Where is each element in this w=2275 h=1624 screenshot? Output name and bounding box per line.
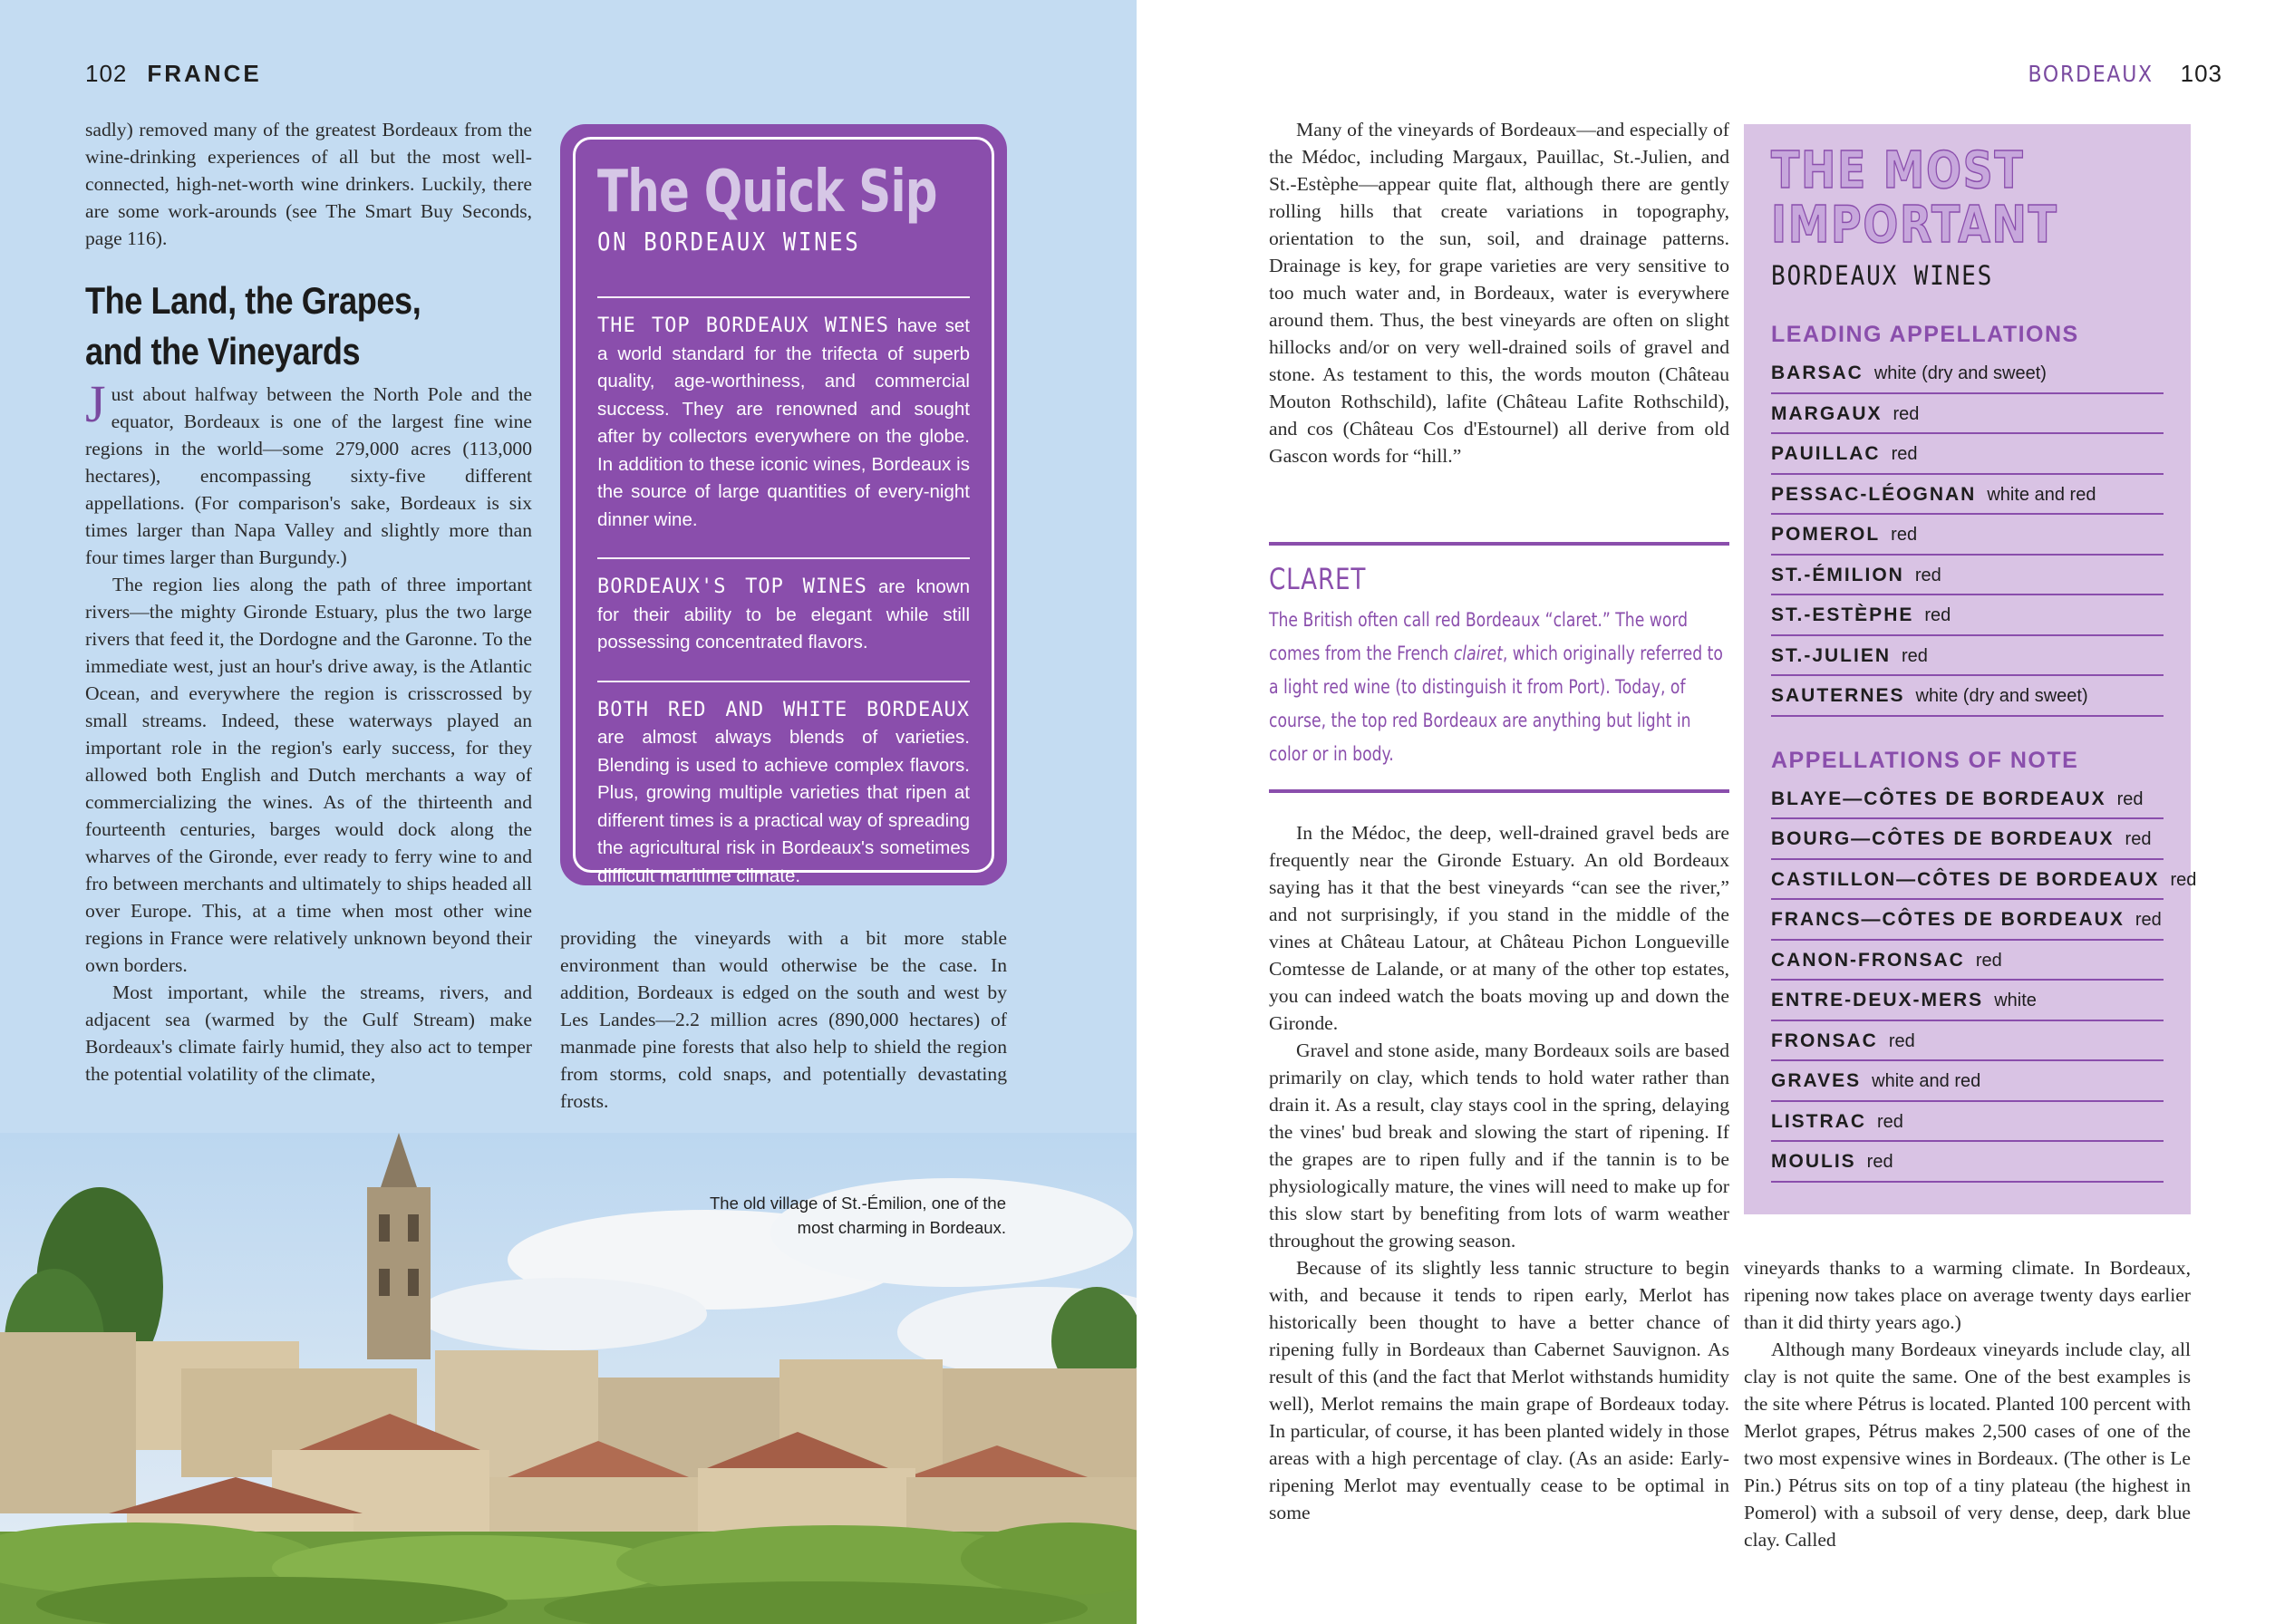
right-column-1-bottom	[1269, 819, 1729, 1526]
claret-box	[1269, 542, 1729, 793]
quick-sip-item-2-lead: BORDEAUX'S TOP WINES	[597, 575, 867, 598]
right-section-title: BORDEAUX	[2028, 61, 2154, 87]
appellation-name: POMEROL	[1771, 524, 1881, 545]
right-paragraph-2: In the Médoc, the deep, well-drained gravel beds are frequently near the Gironde Estuary. An old Bordeaux saying has it that the best vineyards “can see the river,” and not surprisingly, if you stand in the middle of the vines at Château Latour, at Château Pichon Longueville Comtesse de Lalande, or at many of the other top estates, you can indeed watch the boats moving up and down the Gironde.	[1269, 822, 1729, 1034]
list-item	[1771, 900, 2164, 941]
quick-sip-divider	[597, 296, 970, 298]
appellation-type: red	[1914, 565, 1941, 585]
quick-sip-divider	[597, 557, 970, 559]
appellation-name: GRAVES	[1771, 1070, 1862, 1091]
appellation-name: PESSAC-LÉOGNAN	[1771, 483, 1977, 505]
quick-sip-item-3-lead: BOTH RED AND WHITE BORDEAUX	[597, 698, 970, 721]
appellation-type: red	[1924, 605, 1951, 625]
right-folio	[2019, 60, 2222, 88]
appellation-type: red	[1866, 1152, 1893, 1172]
appellation-type: red	[1891, 525, 1918, 545]
quick-sip-inner	[573, 137, 994, 886]
appellation-name: BLAYE—CÔTES DE BORDEAUX	[1771, 788, 2106, 809]
appellation-type: red	[2116, 788, 2144, 809]
section-heading	[85, 276, 522, 377]
appellation-type: red	[1888, 1030, 1915, 1051]
quick-sip-item-2-text: are known for their ability to be elegant while still possessing concentrated flavors.	[597, 576, 970, 652]
appellation-name: FRANCS—CÔTES DE BORDEAUX	[1771, 909, 2125, 930]
right-page	[1137, 0, 2275, 1624]
list-item	[1771, 676, 2164, 717]
right-column-1-top	[1269, 116, 1729, 469]
appellation-type: red	[1902, 645, 1928, 666]
claret-bottom-rule	[1269, 789, 1729, 793]
list-item	[1771, 1142, 2164, 1183]
left-folio	[85, 60, 262, 88]
appellation-name: MARGAUX	[1771, 402, 1883, 424]
list-item	[1771, 636, 2164, 677]
appellation-name: LISTRAC	[1771, 1110, 1866, 1132]
claret-text	[1269, 604, 1729, 771]
list-item	[1771, 434, 2164, 475]
intro-paragraph: sadly) removed many of the greatest Bordeaux from the wine-drinking experiences of all but the most well-connected, high-net-worth wine drinkers. Luckily, there are some work-arounds (see The Smart Buy Seconds, page 116).	[85, 119, 532, 249]
appellation-type: red	[2170, 869, 2197, 890]
appellation-type: white (dry and sweet)	[1873, 363, 2047, 383]
paragraph-1-text: ust about halfway between the North Pole and the equator, Bordeaux is one of the largest fine wine regions in the world—some 279,000 acres (113,000 hectares), encompassing sixty-five different appellations. (For comparison's sake, Bordeaux is six times larger than Napa Valley and slightly more than four times larger than Burgundy.)	[85, 383, 532, 568]
most-important-box	[1744, 124, 2197, 1214]
appellation-name: ST.-ESTÈPHE	[1771, 604, 1914, 625]
appellation-type: white and red	[1872, 1071, 1981, 1091]
appellation-name: ST.-JULIEN	[1771, 644, 1892, 666]
right-column-2-paragraph-2: Although many Bordeaux vineyards include clay, all clay is not quite the same. One of the best examples is the site where Pétrus is located. Planted 100 percent with Merlot grapes, Pétrus makes 2,500 cases of one of the two most expensive wines in Bordeaux. (The other is Le Pin.) Pétrus sits on top of a tiny plateau (the highest in Pomerol) with a subsoil of very dense, deep, dark blue clay. Called	[1744, 1339, 2191, 1551]
column-2-paragraph: providing the vineyards with a bit more stable environment than would otherwise be the case. In addition, Bordeaux is edged on the south and west by Les Landes—2.2 million acres (890,000 hectares) of manmade pine forests that also help to shield the region from storms, cold snaps, and potentially devastating frosts.	[560, 927, 1007, 1112]
list-item	[1771, 1061, 2164, 1102]
quick-sip-subtitle: ON BORDEAUX WINES	[597, 227, 861, 256]
appellations-of-note-list	[1771, 779, 2197, 1183]
drop-cap: J	[85, 374, 106, 433]
appellation-type: red	[1891, 444, 1918, 464]
right-page-number: 103	[2180, 60, 2222, 87]
quick-sip-divider	[597, 681, 970, 682]
right-paragraph-1: Many of the vineyards of Bordeaux—and especially of the Médoc, including Margaux, Pauillac, St.-Julien, and St.-Estèphe—appear quite flat, although there are gently rolling hills that create variations in topography, orientation to the sun, soil, and drainage patterns. Drainage is key, for grape varieties are very sensitive to too much water and, in Bordeaux, water is everywhere around them. Thus, the best vineyards are often on slight hillocks and/or on very well-drained soils of gravel and stone. As testament to this, the words mouton (Château Mouton Rothschild), lafite (Château Lafite Rothschild), and cos (Château Cos d'Estournel) all derive from old Gascon words for “hill.”	[1269, 119, 1729, 467]
appellation-type: white	[1994, 991, 2037, 1010]
left-page-number: 102	[85, 60, 128, 87]
heading-line-2: and the Vineyards	[85, 330, 361, 372]
quick-sip-box	[560, 124, 1007, 885]
list-item	[1771, 779, 2164, 820]
appellation-type: red	[1893, 403, 1920, 424]
list-item	[1771, 515, 2164, 556]
right-paragraph-3: Gravel and stone aside, many Bordeaux soils are based primarily on clay, which tends to hold water rather than drain it. As a result, clay stays cool in the spring, delaying the vines' bud break and slowing the start of ripening. If the grapes are to ripen fully and if the tannin is to be physiologically mature, the vines will need to make up for this slow start by benefiting from lots of warm weather throughout the growing season.	[1269, 1039, 1729, 1252]
most-important-title-line-1: THE MOST	[1771, 141, 2025, 200]
list-item	[1771, 981, 2164, 1021]
appellation-name: ENTRE-DEUX-MERS	[1771, 990, 1984, 1010]
list-item	[1771, 819, 2164, 860]
right-column-2-paragraph-1: vineyards thanks to a warming climate. In Bordeaux, ripening now takes place on average twenty days earlier than it did thirty years ago.)	[1744, 1257, 2191, 1333]
quick-sip-title: The Quick Sip	[597, 159, 937, 226]
appellation-name: FRONSAC	[1771, 1030, 1878, 1051]
appellation-type: red	[1975, 950, 2002, 971]
left-column-2	[560, 924, 1007, 1115]
heading-line-1: The Land, the Grapes,	[85, 279, 421, 322]
list-item	[1771, 556, 2164, 596]
list-item	[1771, 1021, 2164, 1062]
appellation-name: CANON-FRONSAC	[1771, 949, 1965, 971]
leading-appellations-list	[1771, 353, 2164, 717]
appellation-name: CASTILLON—CÔTES DE BORDEAUX	[1771, 868, 2160, 890]
paragraph-2: The region lies along the path of three important rivers—the mighty Gironde Estuary, plus the two large rivers that feed it, the Dordogne and the Garonne. To the immediate west, just an hour's drive away, is the Atlantic Ocean, and everywhere the region is crisscrossed by small streams. Indeed, these waterways played an important role in the region's early success, for they allowed both English and Dutch merchants a way of commercializing the wines. As of the thirteenth and fourteenth centuries, barges would dock along the wharves of the Gironde, ever ready to ferry wine to and fro between merchants and ultimately to ships headed all over Europe. This, at a time when most other wine regions in France were relatively unknown beyond their own borders.	[85, 574, 532, 976]
list-item	[1771, 860, 2197, 901]
most-important-subtitle: BORDEAUX WINES	[1771, 260, 1994, 291]
appellations-of-note-heading: APPELLATIONS OF NOTE	[1771, 747, 2079, 773]
list-item	[1771, 394, 2164, 435]
quick-sip-item-3-text: are almost always blends of varieties. Blending is used to achieve complex flavors. Plus, growing multiple varieties that ripen at different times is a practical way of spreading the agricultural risk in Bordeaux's sometimes difficult maritime climate.	[597, 727, 970, 886]
right-column-2-bottom	[1744, 1254, 2191, 1553]
left-column-1	[85, 116, 532, 1088]
appellation-type: white and red	[1987, 484, 2096, 505]
appellation-type: red	[2135, 910, 2162, 930]
quick-sip-item-1-lead: THE TOP BORDEAUX WINES	[597, 314, 890, 337]
left-section-title: FRANCE	[147, 60, 262, 87]
photo-caption: The old village of St.-Émilion, one of the most charming in Bordeaux.	[709, 1194, 1006, 1237]
quick-sip-item-3	[597, 697, 970, 891]
left-page	[0, 0, 1137, 1624]
appellation-type: red	[1877, 1111, 1903, 1132]
appellation-name: BARSAC	[1771, 362, 1864, 383]
appellation-name: ST.-ÉMILION	[1771, 564, 1904, 585]
appellation-type: red	[2125, 829, 2152, 849]
claret-text-part-1: The British often call red Bordeaux “claret.” The word comes from the French	[1269, 609, 1689, 664]
claret-title: CLARET	[1269, 562, 1367, 596]
list-item	[1771, 1102, 2164, 1143]
quick-sip-item-1-text: have set a world standard for the trifecta of superb quality, age-worthiness, and commercial success. They are renowned and sought after by collectors everywhere on the globe. In addition to these iconic wines, Bordeaux is the source of large quantities of every-night dinner wine.	[597, 315, 970, 530]
appellation-name: PAUILLAC	[1771, 443, 1881, 464]
list-item	[1771, 475, 2164, 516]
leading-appellations-heading: LEADING APPELLATIONS	[1771, 322, 2079, 347]
list-item	[1771, 941, 2164, 981]
list-item	[1771, 595, 2164, 636]
appellation-name: MOULIS	[1771, 1151, 1856, 1172]
appellation-name: SAUTERNES	[1771, 685, 1905, 706]
list-item	[1771, 353, 2164, 394]
appellation-name: BOURG—CÔTES DE BORDEAUX	[1771, 828, 2115, 849]
claret-text-part-2: , which originally referred to a light red wine (to distinguish it from Port). Today, of course, the top red Bordeaux are anything but light in color or in body.	[1269, 643, 1723, 765]
quick-sip-item-1	[597, 313, 970, 534]
quick-sip-item-2	[597, 574, 970, 657]
most-important-title	[1771, 141, 2187, 255]
claret-top-rule	[1269, 542, 1729, 546]
paragraph-1	[85, 374, 532, 571]
appellation-type: white (dry and sweet)	[1915, 686, 2088, 706]
right-paragraph-4: Because of its slightly less tannic structure to begin with, and because it tends to ripen early, Merlot has historically been thought to have a better chance of ripening fully in Bordeaux than Cabernet Sauvignon. As result of this (and the fact that Merlot withstands humidity well), Merlot remains the main grape of Bordeaux today. In particular, of course, it has been planted widely in those areas with a high percentage of clay. (As an aside: Early-ripening Merlot may eventually cease to be optimal in some	[1269, 1257, 1729, 1523]
paragraph-3: Most important, while the streams, rivers, and adjacent sea (warmed by the Gulf Stream) make Bordeaux's climate fairly humid, they also act to temper the potential volatility of the climate,	[85, 981, 532, 1085]
most-important-title-line-2: IMPORTANT	[1771, 196, 2058, 255]
claret-text-italic: clairet	[1453, 643, 1503, 664]
